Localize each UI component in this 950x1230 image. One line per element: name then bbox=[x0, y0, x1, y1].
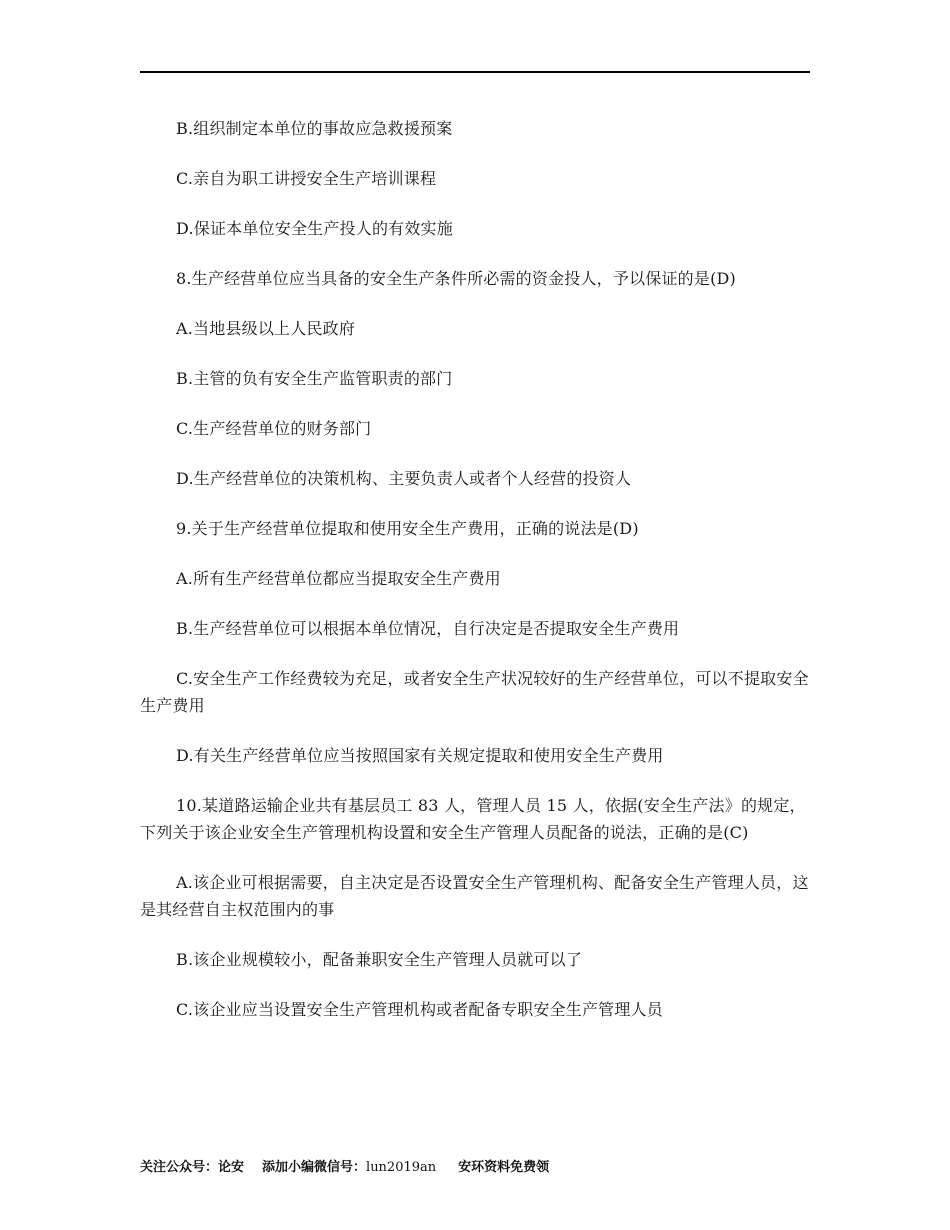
option-text: B.主管的负有安全生产监管职责的部门 bbox=[176, 369, 453, 388]
option-text: C.生产经营单位的财务部门 bbox=[176, 419, 372, 438]
option-text: C.亲自为职工讲授安全生产培训课程 bbox=[176, 169, 437, 188]
question-text: 9.关于生产经营单位提取和使用安全生产费用，正确的说法是(D) bbox=[176, 519, 639, 538]
option-text: D.有关生产经营单位应当按照国家有关规定提取和使用安全生产费用 bbox=[176, 746, 664, 765]
footer-follow-text: 关注公众号：论安 bbox=[140, 1160, 245, 1175]
header-rule bbox=[140, 71, 810, 73]
page-footer bbox=[140, 1156, 567, 1175]
document-body bbox=[140, 115, 810, 1046]
option-text: C.安全生产工作经费较为充足，或者安全生产状况较好的生产经营单位，可以不提取安全生产费用 bbox=[140, 669, 809, 715]
option-text: B.生产经营单位可以根据本单位情况，自行决定是否提取安全生产费用 bbox=[176, 619, 680, 638]
footer-wechat-label: 添加小编微信号： bbox=[262, 1160, 367, 1175]
option-text: A.所有生产经营单位都应当提取安全生产费用 bbox=[176, 569, 501, 588]
option-text: B.组织制定本单位的事故应急救援预案 bbox=[176, 119, 453, 138]
question-text: 8.生产经营单位应当具备的安全生产条件所必需的资金投人，予以保证的是(D) bbox=[176, 269, 736, 288]
footer-resources-text: 安环资料免费领 bbox=[458, 1160, 550, 1175]
option-text: A.当地县级以上人民政府 bbox=[176, 319, 356, 338]
option-text: A.该企业可根据需要，自主决定是否设置安全生产管理机构、配备安全生产管理人员，这是其经营自主权范围内的事 bbox=[140, 873, 809, 919]
option-text: D.生产经营单位的决策机构、主要负责人或者个人经营的投资人 bbox=[176, 469, 632, 488]
option-text: B.该企业规模较小，配备兼职安全生产管理人员就可以了 bbox=[176, 950, 583, 969]
option-text: C.该企业应当设置安全生产管理机构或者配备专职安全生产管理人员 bbox=[176, 1000, 663, 1019]
footer-wechat-id: lun2019an bbox=[366, 1160, 437, 1175]
question-text: 10.某道路运输企业共有基层员工 83 人，管理人员 15 人，依据(安全生产法》的规定，下列关于该企业安全生产管理机构设置和安全生产管理人员配备的说法，正确的是(C) bbox=[140, 796, 806, 842]
option-text: D.保证本单位安全生产投人的有效实施 bbox=[176, 219, 453, 238]
